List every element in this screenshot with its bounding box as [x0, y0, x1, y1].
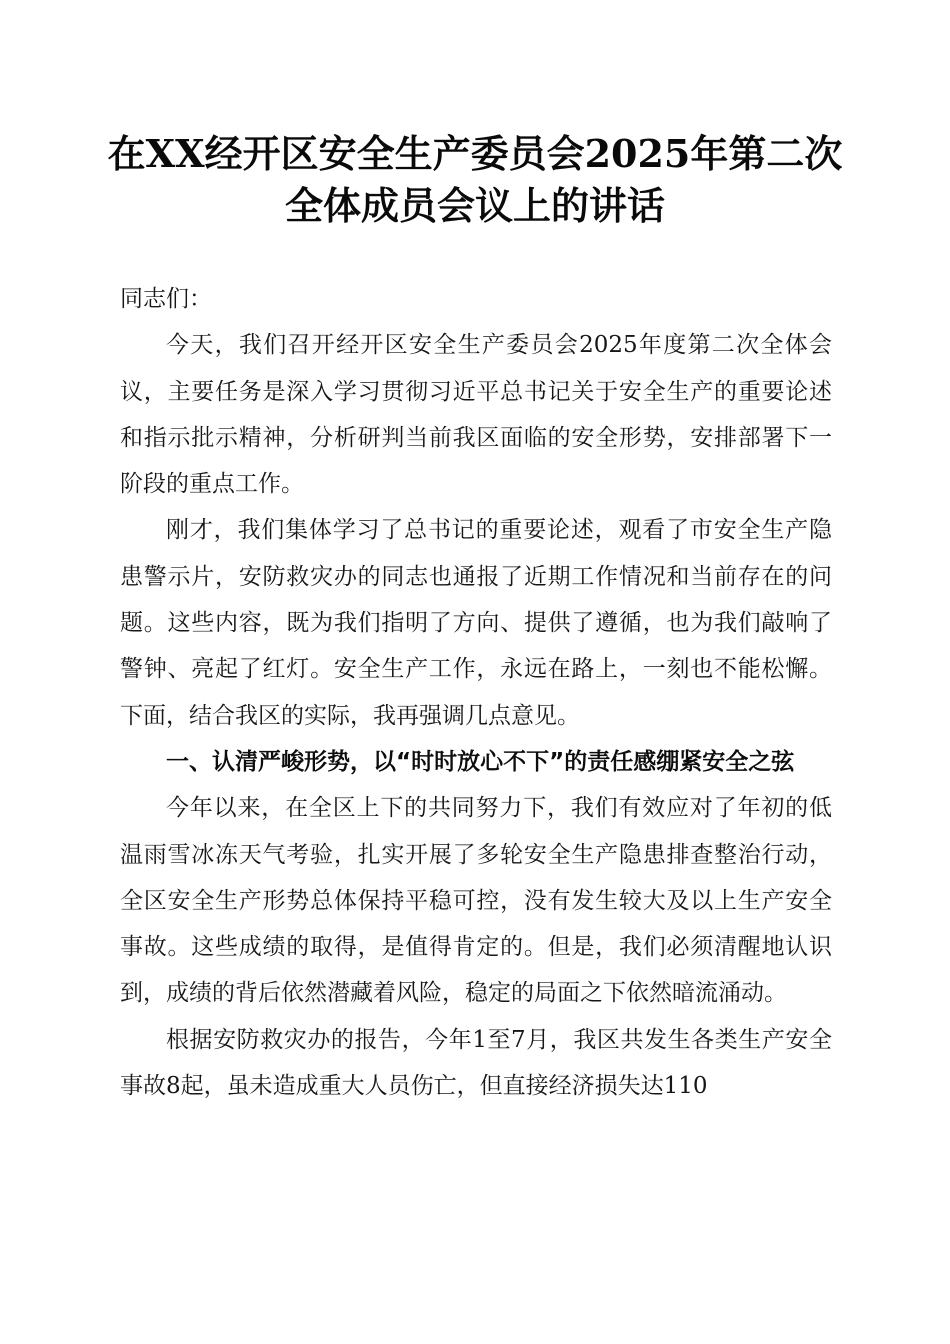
document-title [0, 128, 950, 232]
section-heading-1: 一、认清严峻形势，以“时时放心不下”的责任感绷紧安全之弦 [166, 748, 795, 775]
paragraph-accident-report: 根据安防救灾办的报告，今年1至7月，我区共发生各类生产安全事故8起，虽未造成重大人员伤亡，但直接经济损失达110 [120, 1026, 832, 1100]
document-body [120, 276, 832, 1109]
paragraph-opening: 今天，我们召开经开区安全生产委员会2025年度第二次全体会议，主要任务是深入学习贯彻习近平总书记关于安全生产的重要论述和指示批示精神，分析研判当前我区面临的安全形势，安排部署下一阶段的重点工作。 [120, 332, 832, 498]
paragraph-review: 刚才，我们集体学习了总书记的重要论述，观看了市安全生产隐患警示片，安防救灾办的同志也通报了近期工作情况和当前存在的问题。这些内容，既为我们指明了方向、提供了遵循，也为我们敲响了警钟、亮起了红灯。安全生产工作，永远在路上，一刻也不能松懈。下面，结合我区的实际，我再强调几点意见。 [120, 517, 832, 729]
salutation: 同志们： [120, 286, 212, 312]
title-line-2: 全体成员会议上的讲话 [284, 183, 665, 228]
title-line-1: 在XX经开区安全生产委员会2025年第二次 [107, 131, 843, 176]
paragraph-situation: 今年以来，在全区上下的共同努力下，我们有效应对了年初的低温雨雪冰冻天气考验，扎实开展了多轮安全生产隐患排查整治行动，全区安全生产形势总体保持平稳可控，没有发生较大及以上生产安全事故。这些成绩的取得，是值得肯定的。但是，我们必须清醒地认识到，成绩的背后依然潜藏着风险，稳定的局面之下依然暗流涌动。 [120, 795, 832, 1007]
